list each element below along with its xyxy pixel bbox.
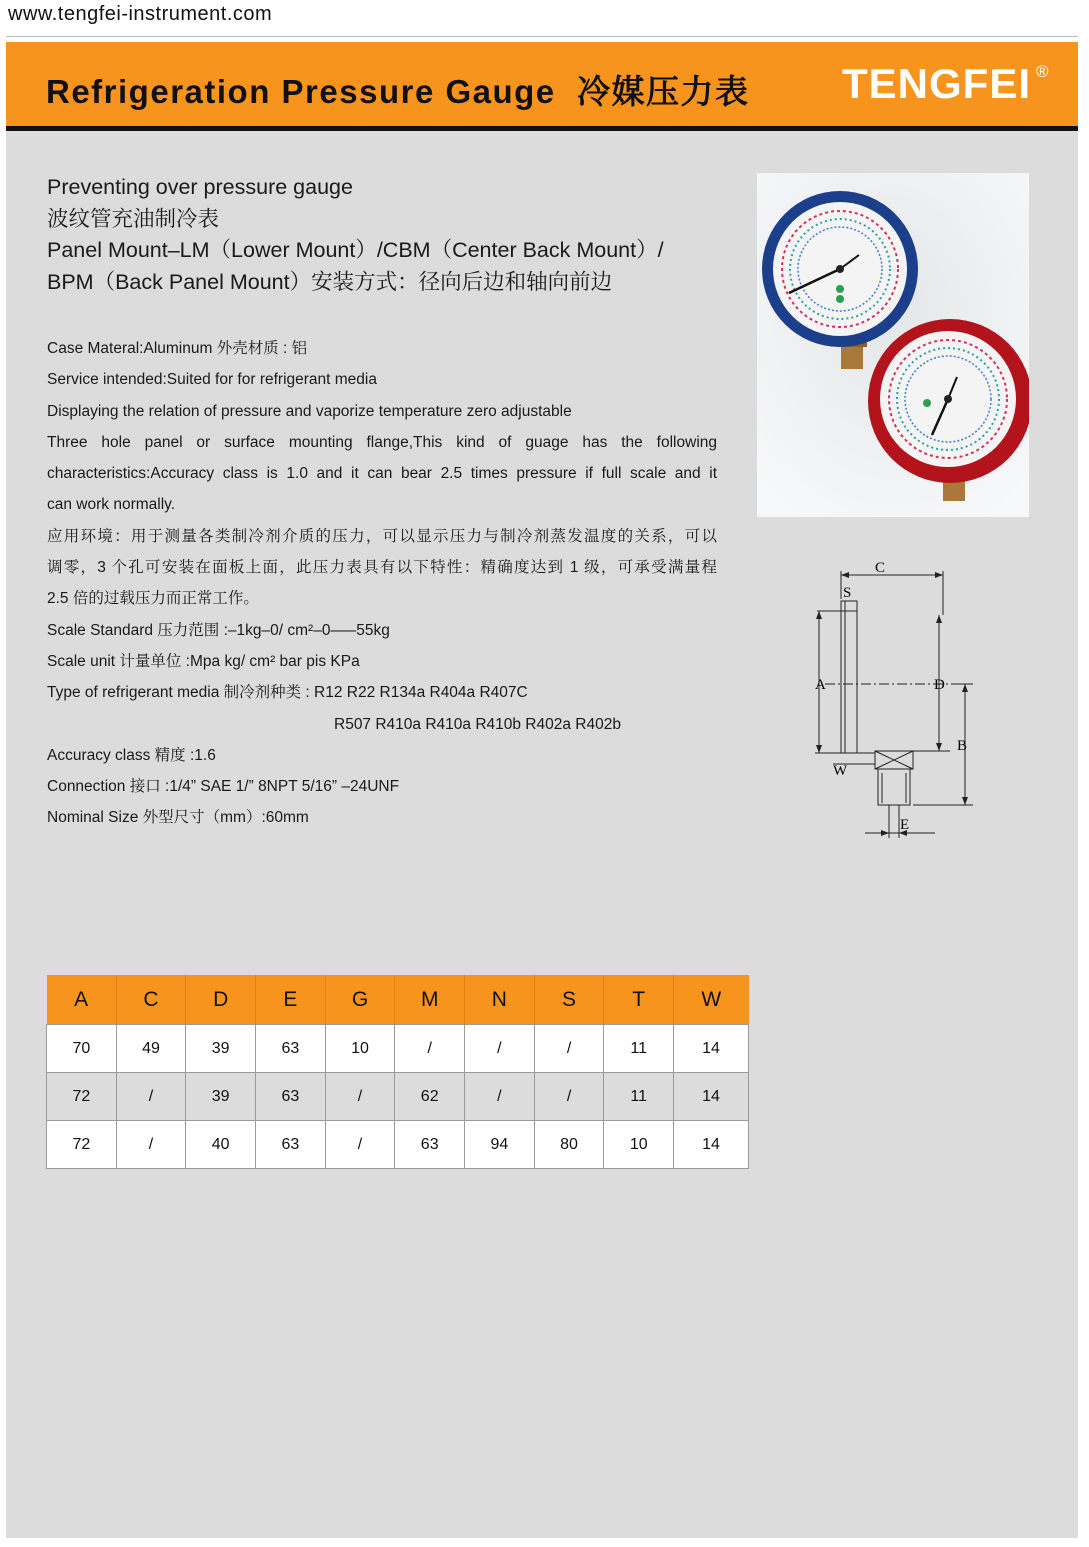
- table-cell: /: [465, 1073, 535, 1121]
- dim-label-d: D: [934, 677, 945, 693]
- dim-label-s: S: [843, 585, 852, 601]
- col-header: A: [47, 975, 117, 1025]
- table-cell: 39: [186, 1073, 256, 1121]
- dim-label-b: B: [957, 738, 968, 754]
- col-header: D: [186, 975, 256, 1025]
- intro-line: Panel Mount–LM（Lower Mount）/CBM（Center Back Mount）/: [47, 238, 664, 262]
- spec-refrigerant-cont: R507 R410a R410a R410b R402a R402b: [334, 715, 621, 733]
- table-cell: 94: [465, 1121, 535, 1169]
- intro-line: 波纹管充油制冷表: [47, 206, 220, 231]
- table-cell: /: [534, 1073, 604, 1121]
- table-cell: 39: [186, 1025, 256, 1073]
- table-header-row: [47, 975, 749, 1025]
- table-cell: 10: [604, 1121, 674, 1169]
- table-cell: 63: [395, 1121, 465, 1169]
- table-cell: 49: [116, 1025, 186, 1073]
- table-cell: 62: [395, 1073, 465, 1121]
- table-cell: /: [534, 1025, 604, 1073]
- title-banner: [6, 42, 1078, 131]
- dim-label-c: C: [875, 560, 886, 576]
- table-cell: 63: [256, 1025, 326, 1073]
- spec-connection: Connection 接口 :1/4” SAE 1/” 8NPT 5/16” –24UNF: [47, 778, 400, 796]
- registered-mark: ®: [1036, 62, 1049, 81]
- col-header: N: [465, 975, 535, 1025]
- spec-service: Service intended:Suited for for refrigerant media: [47, 371, 377, 389]
- site-url: www.tengfei-instrument.com: [8, 3, 273, 25]
- spec-accuracy: Accuracy class 精度 :1.6: [47, 746, 216, 764]
- spec-scale-standard: Scale Standard 压力范围 :–1kg–0/ cm²–0–––55kg: [47, 621, 390, 639]
- table-cell: 14: [674, 1121, 749, 1169]
- table-cell: /: [116, 1121, 186, 1169]
- table-cell: /: [116, 1073, 186, 1121]
- spec-desc-cn: 调零，3 个孔可安装在面板上面，此压力表具有以下特性：精确度达到 1 级，可承受满量程: [47, 559, 717, 577]
- col-header: T: [604, 975, 674, 1025]
- intro-block: [47, 172, 664, 298]
- dim-label-e: E: [900, 817, 910, 833]
- table-cell: 70: [47, 1025, 117, 1073]
- dimensions-table: [46, 975, 749, 1169]
- table-cell: 10: [325, 1025, 395, 1073]
- col-header: W: [674, 975, 749, 1025]
- table-cell: 11: [604, 1025, 674, 1073]
- table-row: [47, 1121, 749, 1169]
- table-cell: 72: [47, 1121, 117, 1169]
- table-cell: 72: [47, 1073, 117, 1121]
- table-cell: 14: [674, 1073, 749, 1121]
- col-header: S: [534, 975, 604, 1025]
- spec-nominal-size: Nominal Size 外型尺寸（mm）:60mm: [47, 809, 309, 827]
- col-header: G: [325, 975, 395, 1025]
- dim-label-a: A: [815, 677, 826, 693]
- spec-desc-cn: 应用环境：用于测量各类制冷剂介质的压力，可以显示压力与制冷剂蒸发温度的关系，可以: [47, 527, 717, 545]
- spec-desc-en: Three hole panel or surface mounting flange,This kind of guage has the following: [47, 433, 717, 451]
- spec-desc-en: can work normally.: [47, 496, 176, 514]
- spec-desc-en: characteristics:Accuracy class is 1.0 and it can bear 2.5 times pressure if full scale and it: [47, 465, 717, 483]
- table-cell: /: [465, 1025, 535, 1073]
- spec-display: Displaying the relation of pressure and vaporize temperature zero adjustable: [47, 402, 572, 420]
- table-cell: 40: [186, 1121, 256, 1169]
- intro-line: Preventing over pressure gauge: [47, 175, 353, 199]
- table-cell: /: [325, 1121, 395, 1169]
- col-header: E: [256, 975, 326, 1025]
- col-header: M: [395, 975, 465, 1025]
- gauge-photo: [757, 173, 1029, 517]
- top-rule: [6, 36, 1078, 37]
- brand-logo: TENGFEI: [842, 60, 1032, 107]
- spec-desc-cn: 2.5 倍的过载压力而正常工作。: [47, 590, 259, 608]
- page-title: Refrigeration Pressure Gauge 冷媒压力表: [46, 73, 750, 110]
- spec-list: [47, 333, 717, 834]
- table-cell: 63: [256, 1121, 326, 1169]
- table-row: [47, 1073, 749, 1121]
- intro-line: BPM（Back Panel Mount）安装方式：径向后边和轴向前边: [47, 269, 613, 294]
- table-cell: 80: [534, 1121, 604, 1169]
- table-row: [47, 1025, 749, 1073]
- table-cell: 14: [674, 1025, 749, 1073]
- table-cell: /: [395, 1025, 465, 1073]
- col-header: C: [116, 975, 186, 1025]
- spec-refrigerant: Type of refrigerant media 制冷剂种类 : R12 R22 R134a R404a R407C: [47, 684, 528, 702]
- spec-scale-unit: Scale unit 计量单位 :Mpa kg/ cm² bar pis KPa: [47, 652, 360, 670]
- dim-label-w: W: [833, 763, 848, 779]
- table-cell: /: [325, 1073, 395, 1121]
- dimension-drawing: [805, 553, 985, 843]
- table-cell: 63: [256, 1073, 326, 1121]
- table-cell: 11: [604, 1073, 674, 1121]
- spec-case-material: Case Materal:Aluminum 外壳材质 : 铝: [47, 340, 308, 357]
